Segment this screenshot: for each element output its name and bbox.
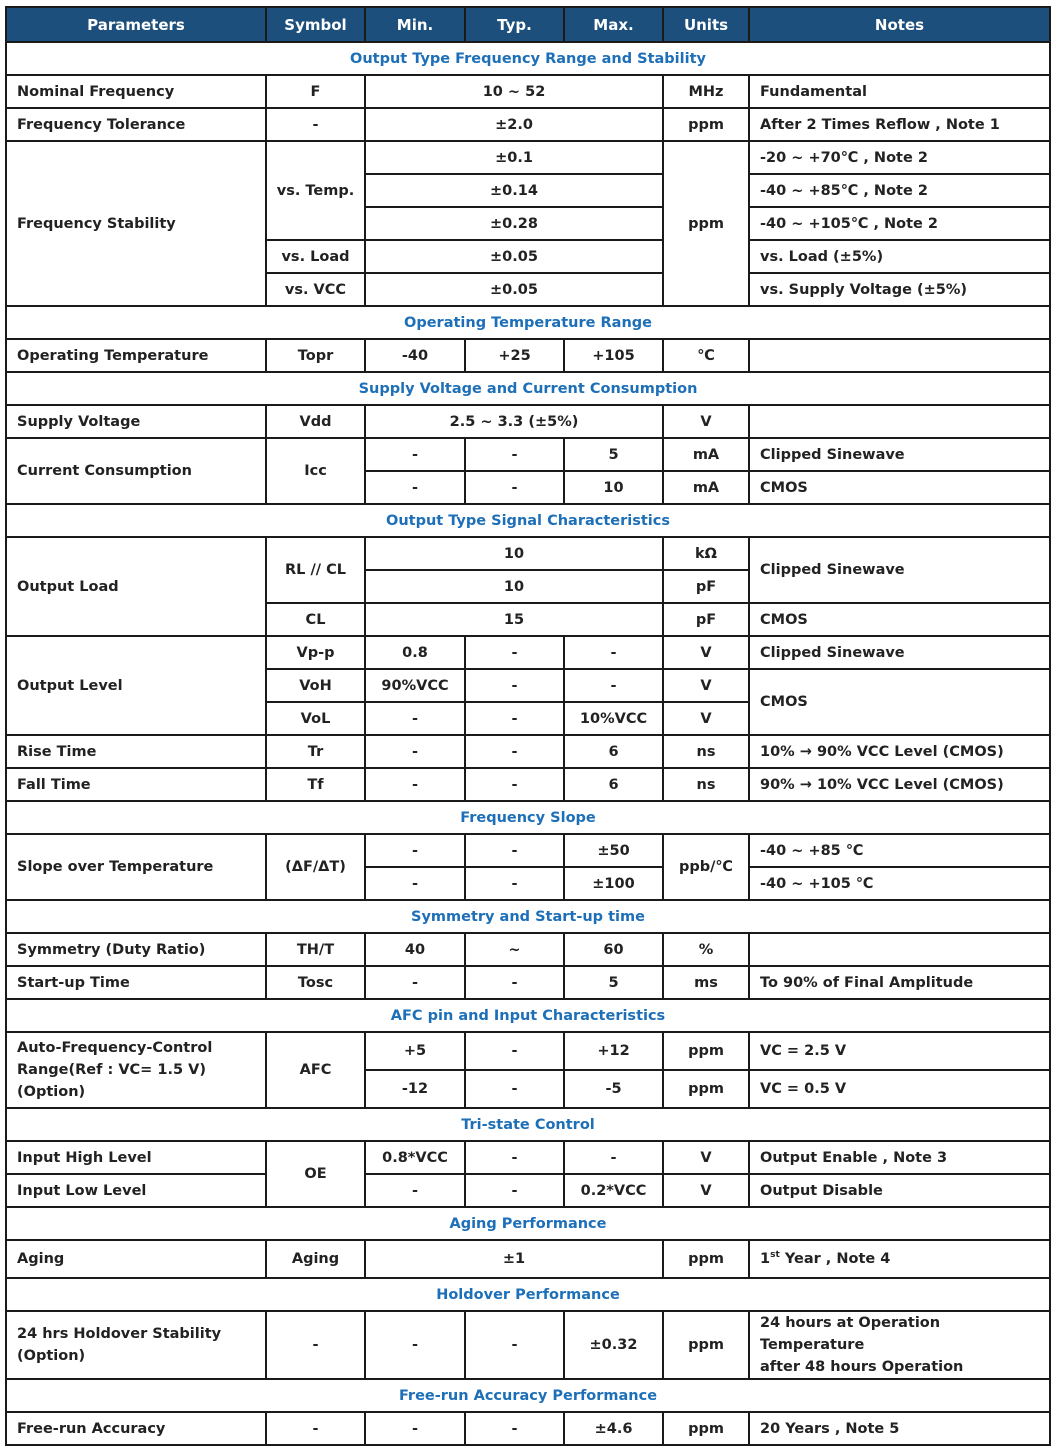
note-cell: Output Enable , Note 3: [749, 1141, 1050, 1174]
note-cell: 20 Years , Note 5: [749, 1412, 1050, 1445]
table-row: [6, 537, 1050, 570]
param-cell: Aging: [6, 1240, 266, 1278]
min-cell: 40: [365, 933, 465, 966]
unit-cell: V: [663, 702, 749, 735]
typ-cell: -: [465, 1311, 564, 1379]
symbol-cell: AFC: [266, 1032, 365, 1108]
unit-cell: V: [663, 1174, 749, 1207]
value-cell: ±0.05: [365, 273, 663, 306]
symbol-cell: Vp-p: [266, 636, 365, 669]
header-row: [6, 7, 1050, 42]
header-typ: Typ.: [465, 7, 564, 42]
symbol-cell: vs. VCC: [266, 273, 365, 306]
unit-cell: pF: [663, 570, 749, 603]
unit-cell: ℃: [663, 339, 749, 372]
unit-cell: ppm: [663, 141, 749, 306]
header-parameters: Parameters: [6, 7, 266, 42]
min-cell: -: [365, 768, 465, 801]
table-row: [6, 141, 1050, 174]
min-cell: -: [365, 735, 465, 768]
section-row: [6, 42, 1050, 75]
typ-cell: -: [465, 702, 564, 735]
note-line: after 48 hours Operation: [760, 1359, 964, 1375]
note-cell: CMOS: [749, 669, 1050, 735]
param-cell: Free-run Accuracy: [6, 1412, 266, 1445]
unit-cell: ppb/℃: [663, 834, 749, 900]
table-row: [6, 636, 1050, 669]
note-cell: Clipped Sinewave: [749, 636, 1050, 669]
min-cell: -: [365, 834, 465, 867]
param-cell: Symmetry (Duty Ratio): [6, 933, 266, 966]
note-cell: -40 ~ +85 ℃: [749, 834, 1050, 867]
max-cell: ±4.6: [564, 1412, 663, 1445]
table-row: [6, 1240, 1050, 1278]
symbol-cell: Aging: [266, 1240, 365, 1278]
max-cell: 0.2*VCC: [564, 1174, 663, 1207]
note-cell: VC = 2.5 V: [749, 1032, 1050, 1070]
section-row: [6, 1108, 1050, 1141]
typ-cell: -: [465, 438, 564, 471]
param-cell: Input High Level: [6, 1141, 266, 1174]
table-row: [6, 966, 1050, 999]
unit-cell: ppm: [663, 1311, 749, 1379]
section-title: Tri-state Control: [6, 1108, 1050, 1141]
unit-cell: ms: [663, 966, 749, 999]
value-cell: 10 ~ 52: [365, 75, 663, 108]
typ-cell: -: [465, 735, 564, 768]
section-title: Symmetry and Start-up time: [6, 900, 1050, 933]
typ-cell: -: [465, 1412, 564, 1445]
header-symbol: Symbol: [266, 7, 365, 42]
param-cell: Rise Time: [6, 735, 266, 768]
table-row: [6, 933, 1050, 966]
note-cell: -40 ~ +85℃ , Note 2: [749, 174, 1050, 207]
min-cell: -: [365, 1174, 465, 1207]
table-row: [6, 405, 1050, 438]
typ-cell: -: [465, 1141, 564, 1174]
unit-cell: MHz: [663, 75, 749, 108]
section-row: [6, 504, 1050, 537]
param-cell: Slope over Temperature: [6, 834, 266, 900]
param-cell: Current Consumption: [6, 438, 266, 504]
section-row: [6, 1379, 1050, 1412]
note-cell: Fundamental: [749, 75, 1050, 108]
note-cell: 10% → 90% VCC Level (CMOS): [749, 735, 1050, 768]
section-title: Frequency Slope: [6, 801, 1050, 834]
unit-cell: ppm: [663, 108, 749, 141]
table-row: [6, 834, 1050, 867]
note-cell: [749, 933, 1050, 966]
min-cell: -12: [365, 1070, 465, 1108]
typ-cell: -: [465, 1070, 564, 1108]
param-cell: Input Low Level: [6, 1174, 266, 1207]
param-line: 24 hrs Holdover Stability: [17, 1326, 222, 1342]
min-cell: 90%VCC: [365, 669, 465, 702]
unit-cell: ppm: [663, 1032, 749, 1070]
note-cell: Clipped Sinewave: [749, 537, 1050, 603]
typ-cell: -: [465, 966, 564, 999]
max-cell: ±50: [564, 834, 663, 867]
max-cell: -5: [564, 1070, 663, 1108]
typ-cell: -: [465, 1032, 564, 1070]
unit-cell: ns: [663, 768, 749, 801]
note-cell: -40 ~ +105 ℃: [749, 867, 1050, 900]
section-title: Output Type Frequency Range and Stability: [6, 42, 1050, 75]
symbol-cell: Tf: [266, 768, 365, 801]
table-row: [6, 1141, 1050, 1174]
section-title: Free-run Accuracy Performance: [6, 1379, 1050, 1412]
min-cell: -: [365, 438, 465, 471]
value-cell: ±0.14: [365, 174, 663, 207]
min-cell: -: [365, 1311, 465, 1379]
note-text: Year , Note 4: [779, 1251, 891, 1267]
symbol-cell: F: [266, 75, 365, 108]
value-cell: 15: [365, 603, 663, 636]
param-cell: Output Load: [6, 537, 266, 636]
typ-cell: -: [465, 669, 564, 702]
param-cell: Operating Temperature: [6, 339, 266, 372]
section-title: Supply Voltage and Current Consumption: [6, 372, 1050, 405]
value-cell: ±0.05: [365, 240, 663, 273]
note-cell: [749, 339, 1050, 372]
table-row: [6, 1412, 1050, 1445]
param-cell: Fall Time: [6, 768, 266, 801]
param-line: Range(Ref : VC= 1.5 V): [17, 1062, 206, 1078]
note-cell: [749, 405, 1050, 438]
value-cell: 10: [365, 537, 663, 570]
unit-cell: V: [663, 405, 749, 438]
value-cell: 10: [365, 570, 663, 603]
min-cell: -: [365, 966, 465, 999]
unit-cell: ppm: [663, 1070, 749, 1108]
note-cell: CMOS: [749, 603, 1050, 636]
symbol-cell: Vdd: [266, 405, 365, 438]
symbol-cell: OE: [266, 1141, 365, 1207]
symbol-cell: -: [266, 1311, 365, 1379]
table-row: [6, 75, 1050, 108]
table-row: [6, 1311, 1050, 1379]
note-superscript: st: [770, 1250, 780, 1261]
section-title: Holdover Performance: [6, 1278, 1050, 1311]
note-cell: Output Disable: [749, 1174, 1050, 1207]
unit-cell: ppm: [663, 1412, 749, 1445]
symbol-cell: TH/T: [266, 933, 365, 966]
symbol-cell: -: [266, 1412, 365, 1445]
note-text: 1: [760, 1251, 771, 1267]
max-cell: 5: [564, 966, 663, 999]
value-cell: 2.5 ~ 3.3 (±5%): [365, 405, 663, 438]
symbol-cell: vs. Temp.: [266, 141, 365, 240]
header-max: Max.: [564, 7, 663, 42]
section-row: [6, 1207, 1050, 1240]
symbol-cell: RL // CL: [266, 537, 365, 603]
value-cell: ±0.28: [365, 207, 663, 240]
note-cell: 90% → 10% VCC Level (CMOS): [749, 768, 1050, 801]
min-cell: -: [365, 867, 465, 900]
typ-cell: -: [465, 768, 564, 801]
param-line: (Option): [17, 1348, 86, 1364]
typ-cell: -: [465, 1174, 564, 1207]
note-cell: vs. Supply Voltage (±5%): [749, 273, 1050, 306]
section-row: [6, 1278, 1050, 1311]
table-row: [6, 438, 1050, 471]
table-row: [6, 1032, 1050, 1070]
max-cell: 6: [564, 768, 663, 801]
min-cell: -40: [365, 339, 465, 372]
note-cell: After 2 Times Reflow , Note 1: [749, 108, 1050, 141]
param-cell: Start-up Time: [6, 966, 266, 999]
max-cell: 5: [564, 438, 663, 471]
typ-cell: -: [465, 834, 564, 867]
table-row: [6, 735, 1050, 768]
symbol-cell: CL: [266, 603, 365, 636]
max-cell: ±0.32: [564, 1311, 663, 1379]
symbol-cell: Icc: [266, 438, 365, 504]
symbol-cell: (ΔF/ΔT): [266, 834, 365, 900]
spec-table: [5, 6, 1051, 1446]
symbol-cell: Topr: [266, 339, 365, 372]
symbol-cell: -: [266, 108, 365, 141]
typ-cell: -: [465, 471, 564, 504]
typ-cell: ~: [465, 933, 564, 966]
unit-cell: mA: [663, 471, 749, 504]
max-cell: -: [564, 1141, 663, 1174]
param-cell: Frequency Tolerance: [6, 108, 266, 141]
symbol-cell: VoL: [266, 702, 365, 735]
param-cell: Output Level: [6, 636, 266, 735]
min-cell: -: [365, 1412, 465, 1445]
value-cell: ±2.0: [365, 108, 663, 141]
note-cell: -40 ~ +105℃ , Note 2: [749, 207, 1050, 240]
param-cell: Frequency Stability: [6, 141, 266, 306]
note-cell: [749, 1240, 1050, 1278]
section-row: [6, 801, 1050, 834]
symbol-cell: Tosc: [266, 966, 365, 999]
unit-cell: %: [663, 933, 749, 966]
header-min: Min.: [365, 7, 465, 42]
min-cell: -: [365, 702, 465, 735]
note-cell: To 90% of Final Amplitude: [749, 966, 1050, 999]
max-cell: +105: [564, 339, 663, 372]
symbol-cell: Tr: [266, 735, 365, 768]
typ-cell: +25: [465, 339, 564, 372]
max-cell: 60: [564, 933, 663, 966]
min-cell: -: [365, 471, 465, 504]
unit-cell: V: [663, 669, 749, 702]
header-notes: Notes: [749, 7, 1050, 42]
min-cell: 0.8*VCC: [365, 1141, 465, 1174]
param-line: Auto-Frequency-Control: [17, 1040, 213, 1056]
param-cell: [6, 1032, 266, 1108]
header-units: Units: [663, 7, 749, 42]
max-cell: ±100: [564, 867, 663, 900]
min-cell: 0.8: [365, 636, 465, 669]
max-cell: +12: [564, 1032, 663, 1070]
max-cell: -: [564, 669, 663, 702]
max-cell: 10%VCC: [564, 702, 663, 735]
symbol-cell: vs. Load: [266, 240, 365, 273]
param-cell: Nominal Frequency: [6, 75, 266, 108]
note-cell: CMOS: [749, 471, 1050, 504]
section-title: Operating Temperature Range: [6, 306, 1050, 339]
section-title: AFC pin and Input Characteristics: [6, 999, 1050, 1032]
unit-cell: kΩ: [663, 537, 749, 570]
table-row: [6, 768, 1050, 801]
param-cell: [6, 1311, 266, 1379]
table-row: [6, 339, 1050, 372]
section-row: [6, 306, 1050, 339]
unit-cell: ns: [663, 735, 749, 768]
section-row: [6, 372, 1050, 405]
note-line: 24 hours at Operation Temperature: [760, 1315, 941, 1353]
symbol-cell: VoH: [266, 669, 365, 702]
section-title: Aging Performance: [6, 1207, 1050, 1240]
unit-cell: V: [663, 636, 749, 669]
typ-cell: -: [465, 867, 564, 900]
note-cell: vs. Load (±5%): [749, 240, 1050, 273]
unit-cell: ppm: [663, 1240, 749, 1278]
min-cell: +5: [365, 1032, 465, 1070]
section-row: [6, 900, 1050, 933]
note-cell: -20 ~ +70℃ , Note 2: [749, 141, 1050, 174]
section-row: [6, 999, 1050, 1032]
param-cell: Supply Voltage: [6, 405, 266, 438]
max-cell: 6: [564, 735, 663, 768]
unit-cell: pF: [663, 603, 749, 636]
max-cell: 10: [564, 471, 663, 504]
value-cell: ±1: [365, 1240, 663, 1278]
table-row: [6, 108, 1050, 141]
value-cell: ±0.1: [365, 141, 663, 174]
note-cell: [749, 1311, 1050, 1379]
section-title: Output Type Signal Characteristics: [6, 504, 1050, 537]
note-cell: VC = 0.5 V: [749, 1070, 1050, 1108]
typ-cell: -: [465, 636, 564, 669]
max-cell: -: [564, 636, 663, 669]
note-cell: Clipped Sinewave: [749, 438, 1050, 471]
table-row: [6, 1174, 1050, 1207]
param-line: (Option): [17, 1084, 86, 1100]
unit-cell: V: [663, 1141, 749, 1174]
unit-cell: mA: [663, 438, 749, 471]
